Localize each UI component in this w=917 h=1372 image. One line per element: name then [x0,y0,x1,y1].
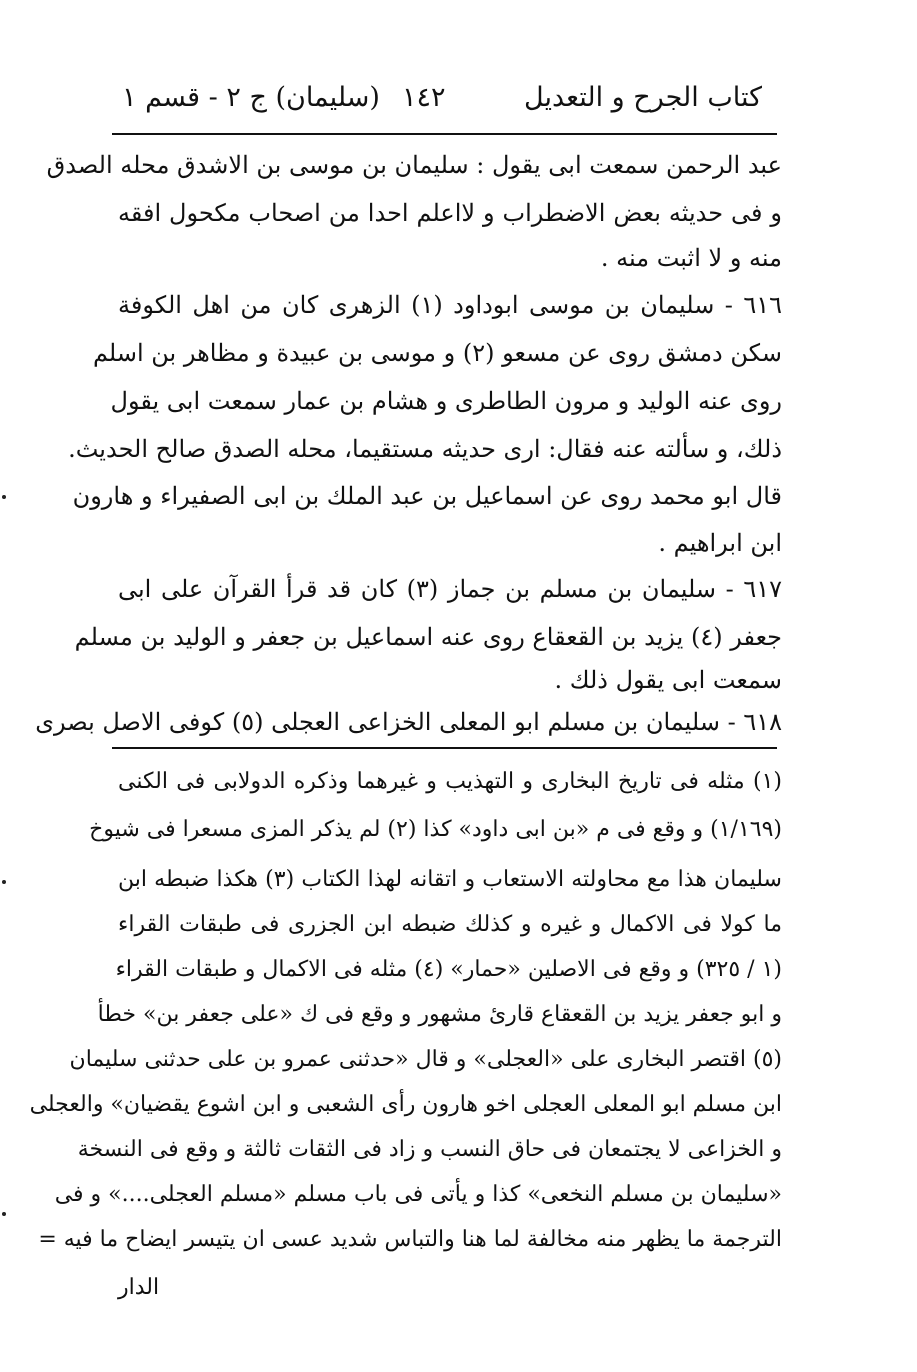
footnote-line: (١ / ٣٢٥) و وقع فى الاصلين «حمار» (٤) مثله فى الاكمال و طبقات القراء [115,957,782,982]
footnote-line: ابن مسلم ابو المعلى العجلى اخو هارون رأى الشعبى و ابن اشوع يقضيان» والعجلى [29,1092,782,1117]
header-rule [112,133,777,135]
footnote-line: «سليمان بن مسلم النخعى» كذا و يأتى فى باب مسلم «مسلم العجلى....» و فى [54,1182,782,1207]
scan-speck [2,495,6,499]
section-label: (سليمان) ج ٢ - قسم ١ [122,82,380,113]
footnote-line: و الخزاعى لا يجتمعان فى حاق النسب و زاد فى الثقات ثالثة و وقع فى النسخة [77,1137,782,1162]
book-title: كتاب الجرح و التعديل [524,82,762,113]
catchword: الدار [118,1275,160,1300]
text-line: سمعت ابى يقول ذلك . [554,666,782,694]
entry-616-line: ٦١٦ - سليمان بن موسى ابوداود (١) الزهرى كان من اهل الكوفة [118,291,782,319]
entry-617-line: ٦١٧ - سليمان بن مسلم بن جماز (٣) كان قد قرأ القرآن على ابى [118,575,782,603]
text-line: سكن دمشق روى عن مسعو (٢) و موسى بن عبيدة و مظاهر بن اسلم [92,339,782,367]
text-line: ذلك، و سألته عنه فقال: ارى حديثه مستقيما، محله الصدق صالح الحديث. [68,435,782,463]
text-line: منه و لا اثبت منه . [600,244,782,272]
text-line: روى عنه الوليد و مرون الطاطرى و هشام بن عمار سمعت ابى يقول [110,387,782,415]
text-line: قال ابو محمد روى عن اسماعيل بن عبد الملك بن ابى الصفيراء و هارون [72,482,782,510]
text-line: عبد الرحمن سمعت ابى يقول : سليمان بن موسى بن الاشدق محله الصدق [46,151,782,179]
text-line: جعفر (٤) يزيد بن القعقاع روى عنه اسماعيل بن جعفر و الوليد بن مسلم [74,623,782,651]
text-line: ابن ابراهيم . [658,529,782,557]
scan-speck [2,1212,6,1216]
footnote-line: (٥) اقتصر البخارى على «العجلى» و قال «حدثنى عمرو بن على حدثنى سليمان [69,1047,782,1072]
footnote-line: (١) مثله فى تاريخ البخارى و التهذيب و غيرهما وذكره الدولابى فى الكنى [118,769,782,794]
text-line: و فى حديثه بعض الاضطراب و لااعلم احدا من اصحاب مكحول افقه [118,199,782,227]
scan-speck [2,880,6,884]
footnote-line: الترجمة ما يظهر منه مخالفة لما هنا والتباس شديد عسى ان يتيسر ايضاح ما فيه = [38,1227,782,1252]
page-number: ١٤٢ [402,82,446,113]
footnote-line: ما كولا فى الاكمال و غيره و كذلك ضبطه ابن الجزرى فى طبقات القراء [118,912,782,937]
footnote-rule [112,747,777,749]
footnote-line: و ابو جعفر يزيد بن القعقاع قارئ مشهور و وقع فى ك «على جعفر بن» خطأ [97,1002,782,1027]
running-header [112,72,772,128]
footnote-line: سليمان هذا مع محاولته الاستعاب و اتقانه لهذا الكتاب (٣) هكذا ضبطه ابن [118,867,782,892]
entry-618-line: ٦١٨ - سليمان بن مسلم ابو المعلى الخزاعى العجلى (٥) كوفى الاصل بصرى [35,708,782,736]
footnote-line: (١/١٦٩) و وقع فى م «بن ابى داود» كذا (٢) لم يذكر المزى مسعرا فى شيوخ [89,817,782,842]
